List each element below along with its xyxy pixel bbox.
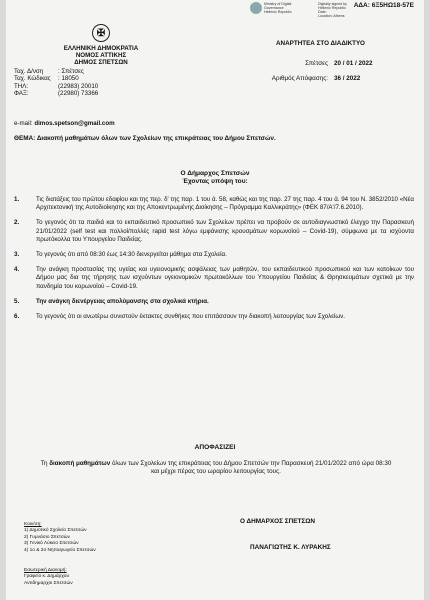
- document-page: [6, 0, 424, 600]
- list-item: 4. Την ανάγκη προστασίας της υγείας και υγειονομικής ασφάλειας των μαθητών, του εκπαιδευτικού προσωπικού και των κατοίκων του Δήμου μας δια της τήρησης των ισχυόντων υγειονομικών πρωτοκόλλων του Υπουργείου Παιδείας & Θρησκευμάτων σχετικά με την πανδημία του κορωνοϊού – Covid-19.: [14, 266, 414, 290]
- list-item: 3. Το γεγονός ότι από 08:30 έως 14:30 διενεργείται μάθημα στα Σχολεία.: [14, 251, 227, 259]
- email-link[interactable]: dimos.spetson@gmail.com: [34, 120, 115, 127]
- list-item: 6. Το γεγονός ότι οι ανωτέρω συνιστούν έκτακτες συνθήκες που επιτάσσουν την διακοπή λειτουργίας των Σχολείων.: [14, 313, 345, 321]
- posting-info: ΑΝΑΡΤΗΤΕΑ ΣΤΟ ΔΙΑΔΙΚΤΥΟ Σπέτσες 20 / 01 / 2022 Αριθμός Απόφασης: 36 / 2022: [271, 40, 373, 82]
- decision-text: Τη διακοπή μαθημάτων όλων των Σχολείων της επικράτειας του Δήμου Σπετσών την Παρασκευή 21/01/2022 από ώρα 08:30 και μέχρι πέρας του ωραρίου λειτουργίας τους.: [40, 460, 392, 476]
- gov-seal-icon: [250, 2, 262, 14]
- mayor-heading: Ο Δήμαρχος Σπετσών Έχοντας υπόψη του:: [180, 170, 250, 185]
- address-block: Ταχ. Δ/νση : Σπέτσες Ταχ. Κώδικας : 18050 ΤΗΛ: (22983) 20010 ΦΑΞ: (22980) 73366: [14, 68, 99, 98]
- email-line: e-mail: dimos.spetson@gmail.com: [14, 120, 115, 127]
- authority-header: ΕΛΛΗΝΙΚΗ ΔΗΜΟΚΡΑΤΙΑ ΝΟΜΟΣ ΑΤΤΙΚΗΣ ΔΗΜΟΣ ΣΠΕΤΣΩΝ: [63, 45, 139, 66]
- list-item: 2. Το γεγονός ότι τα παιδιά και το εκπαιδευτικό προσωπικό των Σχολείων πρέπει να προβούν σε αυτοδιαγνωστικό έλεγχο την Παρασκευή 21/01/2022 (self test και πολλοί/πολλές rapid test λόγω εμφάνισης κρουσμάτων κορωνοϊού – Covid-19), σύμφωνα με τα ισχύοντα πρωτόκολλα του Υπουργείου Παιδείας.: [14, 219, 414, 243]
- internal-distribution: Εσωτερική Διανομή: Γραφείο κ. Δημάρχου Αντιδημαρχοι Σπετσών: [24, 568, 73, 586]
- digital-signature-text: Digitally signed by Hellenic Republic Date: Location: Athens: [318, 2, 347, 18]
- list-item: 5. Την ανάγκη διενέργειας απολύμανσης στα σχολικά κτήρια.: [14, 297, 209, 305]
- gov-stamp-text: Ministry of Digital Governance Hellenic Republic: [264, 2, 292, 14]
- ada-number: ΑΔΑ: 6Ξ5ΗΩ18-57Ε: [353, 2, 414, 9]
- subject-line: ΘΕΜΑ: Διακοπή μαθημάτων όλων των Σχολείων της επικράτειας του Δήμου Σπετσών.: [14, 135, 276, 142]
- signer-role: Ο ΔΗΜΑΡΧΟΣ ΣΠΕΤΣΩΝ: [240, 518, 315, 525]
- decision-heading: ΑΠΟΦΑΣΙΖΕΙ: [194, 444, 236, 451]
- signer-name: ΠΑΝΑΓΙΩΤΗΣ Κ. ΛΥΡΑΚΗΣ: [250, 544, 331, 551]
- considerations-list: [14, 196, 414, 328]
- list-item: 1. Τις διατάξεις του πρώτου εδαφίου και της περ. δ' της παρ. 1 του ά. 58, καθώς και της παρ. 27 της παρ. 4 του ά. 94 του Ν. 3852/2010 «Νέα Αρχιτεκτονική της Αυτοδιοίκησης και της Αποκεντρωμένης Διοίκησης – Πρόγραμμα Καλλικράτης» (ΦΕΚ 87/Α'/7.6.2010).: [14, 196, 414, 212]
- greek-emblem-icon: ✠: [92, 24, 110, 42]
- cc-list: Κοιν/ση: 1) Δημοτικό Σχολείο Σπετσών 2) Γυμνάσιο Σπετσών 3) Γενικό Λύκειο Σπετσών 4) 1ο & 2ο Νηπιαγωγείο Σπετσών: [24, 522, 96, 553]
